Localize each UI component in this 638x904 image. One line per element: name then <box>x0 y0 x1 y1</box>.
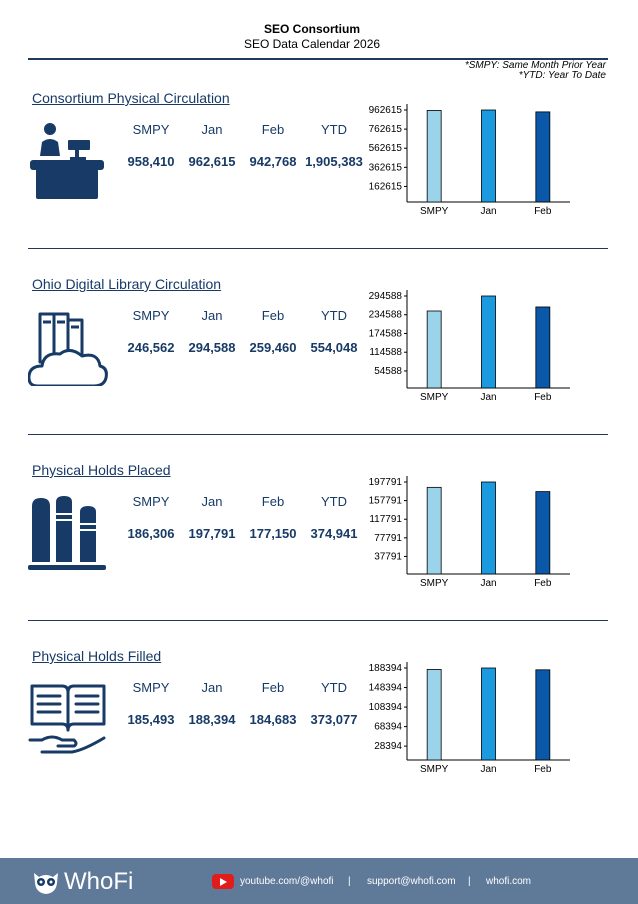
label-feb: Feb <box>261 680 285 695</box>
y-tick-label: 197791 <box>368 477 402 488</box>
circulation-desk-icon <box>28 120 108 200</box>
y-tick-label: 362615 <box>368 162 402 174</box>
report-title: SEO Consortium <box>263 22 360 36</box>
cloud-books-icon <box>28 306 108 386</box>
x-tick-label: SMPY <box>419 392 449 403</box>
section-holds-filled <box>0 648 638 834</box>
label-ytd: YTD <box>321 308 347 323</box>
label-jan: Jan <box>201 122 223 137</box>
bar-smpy <box>427 487 441 574</box>
bar-jan <box>482 668 496 760</box>
y-tick-label: 188394 <box>368 663 402 674</box>
y-tick-label: 294588 <box>368 291 402 302</box>
section-title: Physical Holds Filled <box>32 648 162 664</box>
email-link[interactable]: support@whofi.com <box>367 876 456 887</box>
section-title: Ohio Digital Library Circulation <box>32 276 222 292</box>
y-tick-label: 37791 <box>374 551 402 563</box>
label-smpy: SMPY <box>132 494 170 509</box>
value-smpy: 186,306 <box>127 526 175 541</box>
y-tick-label: 77791 <box>374 532 402 544</box>
label-feb: Feb <box>261 308 285 323</box>
y-tick-label: 162615 <box>368 181 402 193</box>
bar-chart <box>362 648 574 780</box>
value-ytd: 554,048 <box>310 340 358 355</box>
bar-chart <box>362 276 574 408</box>
bar-smpy <box>427 311 441 388</box>
value-smpy: 185,493 <box>127 712 175 727</box>
label-smpy: SMPY <box>132 680 170 695</box>
y-tick-label: 117791 <box>369 514 402 526</box>
label-jan: Jan <box>201 680 223 695</box>
section-title: Physical Holds Placed <box>32 462 171 478</box>
bar-jan <box>482 110 496 202</box>
value-jan: 197,791 <box>188 526 236 541</box>
y-tick-label: 174588 <box>368 328 402 340</box>
books-shelf-icon <box>28 492 108 572</box>
youtube-link[interactable]: youtube.com/@whofi <box>240 876 334 887</box>
y-tick-label: 234588 <box>368 309 402 321</box>
x-tick-label: Feb <box>534 206 552 217</box>
value-ytd: 1,905,383 <box>305 154 363 169</box>
bar-feb <box>536 492 550 574</box>
label-smpy: SMPY <box>132 308 170 323</box>
label-smpy: SMPY <box>132 122 170 137</box>
website-link[interactable]: whofi.com <box>486 876 532 887</box>
y-tick-label: 28394 <box>374 741 402 753</box>
value-feb: 184,683 <box>249 712 297 727</box>
youtube-icon[interactable] <box>212 874 234 889</box>
x-tick-label: Jan <box>480 206 497 217</box>
label-feb: Feb <box>261 122 285 137</box>
bar-jan <box>482 482 496 574</box>
value-jan: 188,394 <box>188 712 236 727</box>
value-jan: 962,615 <box>188 154 236 169</box>
value-feb: 259,460 <box>249 340 297 355</box>
bar-jan <box>482 296 496 388</box>
bar-chart <box>362 462 574 594</box>
brand-name: WhoFi <box>64 868 134 895</box>
footer-separator: | <box>468 876 471 887</box>
x-tick-label: Feb <box>534 764 552 775</box>
value-smpy: 246,562 <box>127 340 175 355</box>
footer <box>0 858 638 904</box>
bar-chart <box>362 90 574 222</box>
bar-feb <box>536 307 550 388</box>
x-tick-label: SMPY <box>419 578 449 589</box>
label-jan: Jan <box>201 308 223 323</box>
section-divider <box>28 434 608 435</box>
x-tick-label: SMPY <box>419 764 449 775</box>
value-smpy: 958,410 <box>127 154 175 169</box>
y-tick-label: 157791 <box>368 495 402 507</box>
x-tick-label: Jan <box>480 764 497 775</box>
label-ytd: YTD <box>321 680 347 695</box>
open-book-hand-icon <box>28 678 108 758</box>
ytd-note: *YTD: Year To Date <box>518 70 606 81</box>
x-tick-label: Jan <box>480 392 497 403</box>
y-tick-label: 962615 <box>368 105 402 116</box>
x-tick-label: Jan <box>480 578 497 589</box>
label-feb: Feb <box>261 494 285 509</box>
y-tick-label: 114588 <box>369 347 402 359</box>
bar-smpy <box>427 669 441 760</box>
section-title: Consortium Physical Circulation <box>32 90 230 106</box>
label-ytd: YTD <box>321 494 347 509</box>
y-tick-label: 108394 <box>368 702 402 714</box>
x-tick-label: Feb <box>534 392 552 403</box>
section-divider <box>28 620 608 621</box>
y-tick-label: 54588 <box>374 365 402 377</box>
label-ytd: YTD <box>321 122 347 137</box>
value-jan: 294,588 <box>188 340 236 355</box>
bar-smpy <box>427 110 441 202</box>
x-tick-label: SMPY <box>419 206 449 217</box>
value-feb: 177,150 <box>249 526 297 541</box>
y-tick-label: 148394 <box>368 682 402 694</box>
value-feb: 942,768 <box>249 154 297 169</box>
y-tick-label: 762615 <box>368 124 402 136</box>
y-tick-label: 562615 <box>368 143 402 155</box>
label-jan: Jan <box>201 494 223 509</box>
x-tick-label: Feb <box>534 578 552 589</box>
footer-separator: | <box>348 876 351 887</box>
bar-feb <box>536 112 550 202</box>
bar-feb <box>536 670 550 760</box>
smpy-note: *SMPY: Same Month Prior Year <box>464 60 606 71</box>
value-ytd: 373,077 <box>310 712 358 727</box>
y-tick-label: 68394 <box>374 721 402 733</box>
section-divider <box>28 248 608 249</box>
report-subtitle: SEO Data Calendar 2026 <box>243 37 381 51</box>
owl-logo-icon <box>32 869 60 895</box>
value-ytd: 374,941 <box>310 526 358 541</box>
